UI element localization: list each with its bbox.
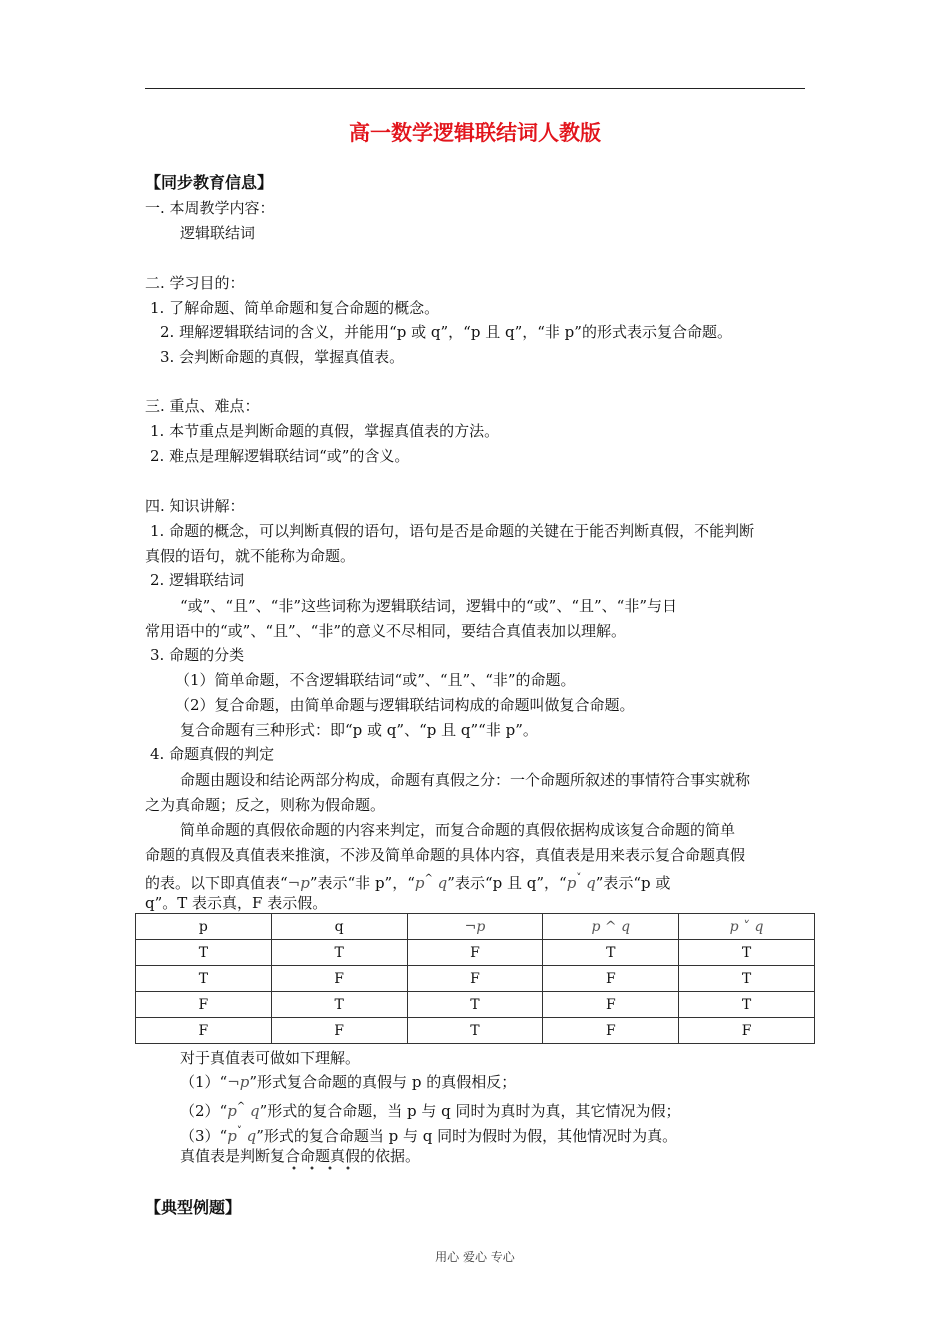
section-1-title: 一. 本周教学内容： xyxy=(145,199,275,217)
truth-table-cell: T xyxy=(407,992,543,1018)
para-4-a-line-2: 之为真命题；反之，则称为假命题。 xyxy=(145,796,386,814)
truth-table-cell: T xyxy=(679,966,815,992)
goal-item-3: 3. 会判断命题的真假，掌握真值表。 xyxy=(160,348,405,366)
truth-table-row xyxy=(136,966,815,992)
para-4-b-line-2: 命题的真假及真值表来推演，不涉及简单命题的具体内容，真值表是用来表示复合命题真假 xyxy=(145,846,746,864)
truth-table-cell: T xyxy=(136,940,272,966)
section-examples: 【典型例题】 xyxy=(145,1198,242,1217)
section-1-content: 逻辑联结词 xyxy=(180,224,256,242)
emphasis-dots xyxy=(285,1166,355,1170)
goal-item-2: 2. 理解逻辑联结词的含义，并能用“p 或 q”，“p 且 q”，“非 p”的形式表示复合命题。 xyxy=(160,323,732,341)
truth-table-header-row xyxy=(136,914,815,940)
truth-table-row xyxy=(136,1018,815,1044)
truth-table-cell: T xyxy=(679,940,815,966)
section-4-title: 四. 知识讲解： xyxy=(145,497,245,515)
after-table-intro: 对于真值表可做如下理解。 xyxy=(180,1049,361,1067)
truth-table-cell: T xyxy=(136,966,272,992)
truth-table-cell: F xyxy=(136,1018,272,1044)
para-4-b-line-1: 简单命题的真假依命题的内容来判定，而复合命题的真假依据构成该复合命题的简单 xyxy=(180,821,736,839)
page-title: 高一数学逻辑联结词人教版 xyxy=(349,121,601,145)
keypoint-item-2: 2. 难点是理解逻辑联结词“或”的含义。 xyxy=(150,447,410,465)
truth-table-cell: F xyxy=(271,966,407,992)
para-2-line-1: “或”、“且”、“非”这些词称为逻辑联结词，逻辑中的“或”、“且”、“非”与日 xyxy=(180,597,678,615)
goal-item-1: 1. 了解命题、简单命题和复合命题的概念。 xyxy=(150,299,440,317)
truth-table-cell: F xyxy=(543,966,679,992)
truth-table-row xyxy=(136,940,815,966)
truth-table-cell: T xyxy=(679,992,815,1018)
truth-table-cell: F xyxy=(136,992,272,1018)
understanding-item-3: （3）“p˅ q”形式的复合命题当 p 与 q 同时为假时为假，其他情况时为真。 xyxy=(180,1126,678,1145)
understanding-item-1: （1）“¬p”形式复合命题的真假与 p 的真假相反； xyxy=(180,1073,517,1091)
para-3-line-3: 复合命题有三种形式：即“p 或 q”、“p 且 q”“非 p”。 xyxy=(180,721,538,739)
para-3-item-2: （2）复合命题，由简单命题与逻辑联结词构成的命题叫做复合命题。 xyxy=(175,696,635,714)
truth-table-cell: F xyxy=(407,966,543,992)
keypoint-item-1: 1. 本节重点是判断命题的真假，掌握真值表的方法。 xyxy=(150,422,500,440)
truth-table-header: p ^ q xyxy=(543,914,679,940)
section-sync-info: 【同步教育信息】 xyxy=(145,173,274,192)
para-3-title: 3. 命题的分类 xyxy=(150,646,245,664)
truth-table-header: p ˅ q xyxy=(679,914,815,940)
header-rule xyxy=(145,88,805,89)
para-4-a-line-1: 命题由题设和结论两部分构成，命题有真假之分：一个命题所叙述的事情符合事实就称 xyxy=(180,771,751,789)
section-2-title: 二. 学习目的： xyxy=(145,274,245,292)
para-2-line-2: 常用语中的“或”、“且”、“非”的意义不尽相同，要结合真值表加以理解。 xyxy=(145,622,627,640)
truth-table-row xyxy=(136,992,815,1018)
page-footer: 用心 爱心 专心 xyxy=(435,1250,515,1264)
truth-table-cell: F xyxy=(271,1018,407,1044)
truth-table-cell: F xyxy=(543,1018,679,1044)
truth-table-cell: T xyxy=(543,940,679,966)
truth-table-cell: F xyxy=(679,1018,815,1044)
truth-table-cell: T xyxy=(407,1018,543,1044)
section-3-title: 三. 重点、难点： xyxy=(145,397,260,415)
para-1-line-2: 真假的语句，就不能称为命题。 xyxy=(145,547,356,565)
truth-table-cell: T xyxy=(271,940,407,966)
truth-table-cell: F xyxy=(407,940,543,966)
understanding-item-2: （2）“p^ q”形式的复合命题，当 p 与 q 同时为真时为真，其它情况为假； xyxy=(180,1101,681,1120)
para-4-title: 4. 命题真假的判定 xyxy=(150,745,275,763)
understanding-conclusion: 真值表是判断复合命题真假的依据。 xyxy=(180,1147,421,1165)
para-1-line-1: 1. 命题的概念，可以判断真假的语句，语句是否是命题的关键在于能否判断真假，不能判断 xyxy=(150,522,755,540)
truth-table xyxy=(135,913,815,1044)
para-3-item-1: （1）简单命题，不含逻辑联结词“或”、“且”、“非”的命题。 xyxy=(175,671,576,689)
truth-table-cell: T xyxy=(271,992,407,1018)
para-4-b-line-3: 的表。以下即真值表“¬p”表示“非 p”，“p^ q”表示“p 且 q”，“p˅ q”表示“p 或 xyxy=(145,873,671,892)
truth-table-header: ¬p xyxy=(407,914,543,940)
truth-table-header: q xyxy=(271,914,407,940)
truth-table-header: p xyxy=(136,914,272,940)
para-2-title: 2. 逻辑联结词 xyxy=(150,571,245,589)
truth-table-cell: F xyxy=(543,992,679,1018)
para-4-b-line-4: q”。T 表示真，F 表示假。 xyxy=(145,894,328,912)
